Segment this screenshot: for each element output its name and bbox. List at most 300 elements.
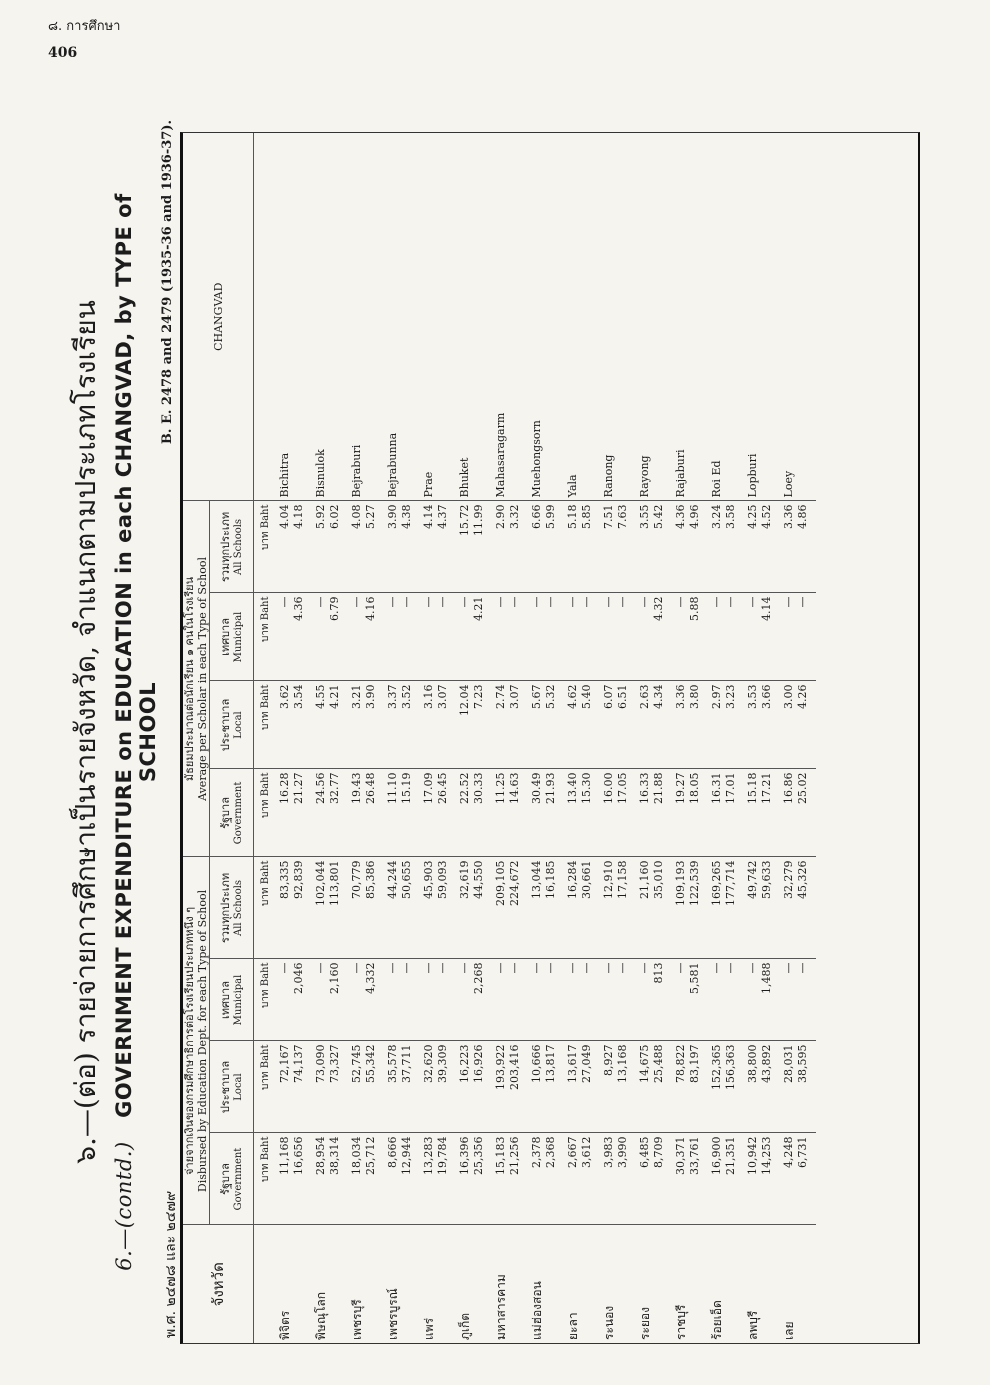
group2-header bbox=[183, 501, 210, 857]
cell-local: 74,137 bbox=[292, 1041, 312, 1133]
province-name-en: Mahasaragarm bbox=[492, 133, 508, 501]
cell-all: 12,910 bbox=[600, 857, 616, 959]
cell-a-muni: — bbox=[744, 593, 760, 681]
unit-label: บาท Baht bbox=[254, 1133, 277, 1225]
cell-a-all: 6.02 bbox=[328, 501, 348, 593]
cell-gov: 15,183 bbox=[492, 1133, 508, 1225]
cell-local: 13,168 bbox=[616, 1041, 636, 1133]
cell-a-muni: 4.16 bbox=[364, 593, 384, 681]
province-name-th: พิจิตร bbox=[278, 1310, 292, 1340]
cell-a-muni: — bbox=[672, 593, 688, 681]
cell-all: 83,335 bbox=[276, 857, 292, 959]
cell-a-muni: — bbox=[348, 593, 364, 681]
cell-local: 10,666 bbox=[528, 1041, 544, 1133]
cell-a-all: 7.51 bbox=[600, 501, 616, 593]
cell-a-all: 6.66 bbox=[528, 501, 544, 593]
province-name-th bbox=[796, 1225, 816, 1343]
province-name-th: ยะลา bbox=[566, 1312, 580, 1340]
cell-all: 16,185 bbox=[544, 857, 564, 959]
cell-a-local: 5.32 bbox=[544, 681, 564, 769]
province-name-en bbox=[616, 133, 636, 501]
cell-local: 13,617 bbox=[564, 1041, 580, 1133]
cell-muni: — bbox=[708, 959, 724, 1041]
province-name-th bbox=[724, 1225, 744, 1343]
province-name-th bbox=[688, 1225, 708, 1343]
cell-a-gov: 18.05 bbox=[688, 769, 708, 857]
cell-a-all: 4.36 bbox=[672, 501, 688, 593]
sub-header-avg-local: ประชาบาล Local bbox=[210, 681, 254, 769]
cell-a-local: 5.67 bbox=[528, 681, 544, 769]
cell-a-gov: 32.77 bbox=[328, 769, 348, 857]
cell-gov: 8,666 bbox=[384, 1133, 400, 1225]
cell-local: 38,800 bbox=[744, 1041, 760, 1133]
cell-a-local: 2.63 bbox=[636, 681, 652, 769]
cell-gov: 8,709 bbox=[652, 1133, 672, 1225]
table-row bbox=[276, 133, 292, 1343]
changvad-en-header: CHANGVAD bbox=[183, 133, 254, 501]
cell-local: 55,342 bbox=[364, 1041, 384, 1133]
cell-a-local: 3.23 bbox=[724, 681, 744, 769]
table-row bbox=[564, 133, 580, 1343]
cell-a-gov: 24.56 bbox=[312, 769, 328, 857]
cell-all: 92,839 bbox=[292, 857, 312, 959]
cell-all: 113,801 bbox=[328, 857, 348, 959]
cell-a-muni: — bbox=[384, 593, 400, 681]
period-thai: พ.ศ. ๒๔๗๘ และ ๒๔๗๙ bbox=[163, 1190, 179, 1338]
cell-a-gov: 16.86 bbox=[780, 769, 796, 857]
cell-muni: — bbox=[636, 959, 652, 1041]
table-row bbox=[528, 133, 544, 1343]
sub-header-muni: เทศบาล Municipal bbox=[210, 959, 254, 1041]
table-row bbox=[744, 133, 760, 1343]
cell-muni: — bbox=[400, 959, 420, 1041]
cell-gov: 13,283 bbox=[420, 1133, 436, 1225]
cell-a-all: 3.24 bbox=[708, 501, 724, 593]
cell-a-gov: 17.21 bbox=[760, 769, 780, 857]
cell-gov: 38,314 bbox=[328, 1133, 348, 1225]
cell-muni: 2,160 bbox=[328, 959, 348, 1041]
cell-gov: 16,396 bbox=[456, 1133, 472, 1225]
table-row bbox=[312, 133, 328, 1343]
table-row bbox=[508, 133, 528, 1343]
cell-all: 44,244 bbox=[384, 857, 400, 959]
cell-a-gov: 22.52 bbox=[456, 769, 472, 857]
cell-a-local: 4.26 bbox=[796, 681, 816, 769]
province-name-th: ระนอง bbox=[602, 1305, 616, 1340]
group1-english: Disbursed by Education Dept. for each Type of School bbox=[196, 889, 209, 1193]
cell-muni: — bbox=[780, 959, 796, 1041]
province-name-th bbox=[400, 1225, 420, 1343]
province-name-en: Rayong bbox=[636, 133, 652, 501]
province-name-en: Bichitra bbox=[276, 133, 292, 501]
cell-gov: 16,900 bbox=[708, 1133, 724, 1225]
table-row bbox=[492, 133, 508, 1343]
table-row bbox=[636, 133, 652, 1343]
cell-local: 39,309 bbox=[436, 1041, 456, 1133]
cell-a-local: 4.21 bbox=[328, 681, 348, 769]
cell-a-gov: 16.28 bbox=[276, 769, 292, 857]
cell-all: 30,661 bbox=[580, 857, 600, 959]
cell-a-local: 3.07 bbox=[508, 681, 528, 769]
cell-muni: — bbox=[564, 959, 580, 1041]
table-row bbox=[328, 133, 348, 1343]
cell-gov: 21,256 bbox=[508, 1133, 528, 1225]
table-row bbox=[348, 133, 364, 1343]
cell-a-gov: 15.30 bbox=[580, 769, 600, 857]
province-name-th: ระยอง bbox=[638, 1307, 652, 1340]
rotated-content bbox=[60, 112, 920, 1352]
cell-all: 177,714 bbox=[724, 857, 744, 959]
cell-a-local: 6.07 bbox=[600, 681, 616, 769]
cell-a-gov: 21.88 bbox=[652, 769, 672, 857]
province-name-en bbox=[508, 133, 528, 501]
cell-a-local: 2.97 bbox=[708, 681, 724, 769]
province-name-en: Bejraburi bbox=[348, 133, 364, 501]
table-row bbox=[436, 133, 456, 1343]
cell-a-all: 5.18 bbox=[564, 501, 580, 593]
cell-muni: — bbox=[508, 959, 528, 1041]
cell-all: 209,105 bbox=[492, 857, 508, 959]
cell-a-all: 4.38 bbox=[400, 501, 420, 593]
changvad-th-header: จังหวัด bbox=[183, 1225, 254, 1343]
province-name-en: Bhuket bbox=[456, 133, 472, 501]
province-name-en: Ranong bbox=[600, 133, 616, 501]
cell-local: 73,090 bbox=[312, 1041, 328, 1133]
cell-a-local: 3.90 bbox=[364, 681, 384, 769]
cell-all: 224,672 bbox=[508, 857, 528, 959]
table-row bbox=[400, 133, 420, 1343]
province-name-th bbox=[328, 1225, 348, 1343]
table-page bbox=[60, 112, 920, 1352]
cell-a-local: 3.21 bbox=[348, 681, 364, 769]
cell-gov: 25,712 bbox=[364, 1133, 384, 1225]
cell-gov: 33,761 bbox=[688, 1133, 708, 1225]
cell-a-muni: — bbox=[636, 593, 652, 681]
cell-local: 14,675 bbox=[636, 1041, 652, 1133]
cell-a-muni: — bbox=[456, 593, 472, 681]
cell-a-all: 3.55 bbox=[636, 501, 652, 593]
cell-a-all: 11.99 bbox=[472, 501, 492, 593]
cell-gov: 6,731 bbox=[796, 1133, 816, 1225]
cell-muni: — bbox=[420, 959, 436, 1041]
unit-label: บาท Baht bbox=[254, 769, 277, 857]
province-name-th bbox=[760, 1225, 780, 1343]
cell-a-all: 5.42 bbox=[652, 501, 672, 593]
cell-a-local: 5.40 bbox=[580, 681, 600, 769]
cell-all: 109,193 bbox=[672, 857, 688, 959]
cell-muni: — bbox=[724, 959, 744, 1041]
cell-gov: 25,356 bbox=[472, 1133, 492, 1225]
province-name-en: Loey bbox=[780, 133, 796, 501]
table-row bbox=[384, 133, 400, 1343]
province-name-en bbox=[544, 133, 564, 501]
cell-gov: 4,248 bbox=[780, 1133, 796, 1225]
sub-header-local: ประชาบาล Local bbox=[210, 1041, 254, 1133]
cell-muni: — bbox=[492, 959, 508, 1041]
cell-a-gov: 26.48 bbox=[364, 769, 384, 857]
cell-a-gov: 30.49 bbox=[528, 769, 544, 857]
cell-muni: — bbox=[544, 959, 564, 1041]
cell-local: 16,223 bbox=[456, 1041, 472, 1133]
province-name-th: เพชรบูรณ์ bbox=[386, 1288, 400, 1340]
cell-local: 52,745 bbox=[348, 1041, 364, 1133]
cell-a-local: 3.07 bbox=[436, 681, 456, 769]
cell-a-local: 4.34 bbox=[652, 681, 672, 769]
cell-gov: 2,667 bbox=[564, 1133, 580, 1225]
table-group-header bbox=[183, 133, 210, 1343]
cell-all: 44,550 bbox=[472, 857, 492, 959]
cell-a-local: 3.52 bbox=[400, 681, 420, 769]
cell-all: 59,093 bbox=[436, 857, 456, 959]
cell-a-all: 15.72 bbox=[456, 501, 472, 593]
period-english: B. E. 2478 and 2479 (1935-36 and 1936-37). bbox=[160, 120, 175, 445]
group1-header bbox=[183, 857, 210, 1225]
cell-all: 35,010 bbox=[652, 857, 672, 959]
cell-a-muni: — bbox=[564, 593, 580, 681]
cell-all: 45,326 bbox=[796, 857, 816, 959]
title-english bbox=[112, 142, 160, 1322]
title-prefix: 6.—(contd.) bbox=[112, 1141, 136, 1271]
cell-all: 32,619 bbox=[456, 857, 472, 959]
province-name-en bbox=[292, 133, 312, 501]
group2-english: Average per Scholar in each Type of School bbox=[196, 557, 209, 801]
province-name-th bbox=[652, 1225, 672, 1343]
cell-gov: 12,944 bbox=[400, 1133, 420, 1225]
cell-muni: 813 bbox=[652, 959, 672, 1041]
unit-label: บาท Baht bbox=[254, 593, 277, 681]
cell-a-muni: — bbox=[312, 593, 328, 681]
cell-gov: 3,983 bbox=[600, 1133, 616, 1225]
expenditure-table bbox=[183, 133, 816, 1343]
cell-a-all: 5.99 bbox=[544, 501, 564, 593]
province-name-th: เลย bbox=[782, 1321, 796, 1340]
group2-thai: มัธยมประมาณต่อนักเรียน ๑ คนในโรงเรียน bbox=[183, 576, 196, 782]
cell-local: 72,167 bbox=[276, 1041, 292, 1133]
title-thai: ๖.—(ต่อ) รายจ่ายการศึกษาเป็นรายจังหวัด, จำแนกตามประเภทโรงเรียน bbox=[69, 300, 102, 1164]
province-name-en: Rajaburi bbox=[672, 133, 688, 501]
table-row bbox=[456, 133, 472, 1343]
province-name-en bbox=[724, 133, 744, 501]
cell-local: 203,416 bbox=[508, 1041, 528, 1133]
table-row bbox=[652, 133, 672, 1343]
cell-a-muni: — bbox=[436, 593, 456, 681]
cell-a-gov: 19.27 bbox=[672, 769, 688, 857]
cell-gov: 6,485 bbox=[636, 1133, 652, 1225]
table-row bbox=[292, 133, 312, 1343]
cell-a-all: 4.18 bbox=[292, 501, 312, 593]
cell-a-muni: — bbox=[420, 593, 436, 681]
cell-gov: 28,954 bbox=[312, 1133, 328, 1225]
unit-label: บาท Baht bbox=[254, 959, 277, 1041]
cell-muni: — bbox=[600, 959, 616, 1041]
cell-a-all: 4.37 bbox=[436, 501, 456, 593]
cell-a-gov: 25.02 bbox=[796, 769, 816, 857]
cell-a-all: 3.90 bbox=[384, 501, 400, 593]
unit-label: บาท Baht bbox=[254, 857, 277, 959]
table-row bbox=[672, 133, 688, 1343]
cell-all: 17,158 bbox=[616, 857, 636, 959]
cell-a-local: 6.51 bbox=[616, 681, 636, 769]
chapter-label: ๘. การศึกษา bbox=[48, 19, 121, 34]
cell-all: 122,539 bbox=[688, 857, 708, 959]
province-name-en: Lopburi bbox=[744, 133, 760, 501]
province-name-th: เพชรบุรี bbox=[350, 1299, 364, 1340]
cell-a-muni: — bbox=[780, 593, 796, 681]
cell-gov: 19,784 bbox=[436, 1133, 456, 1225]
province-name-en bbox=[400, 133, 420, 501]
cell-local: 25,488 bbox=[652, 1041, 672, 1133]
sub-header-gov: รัฐบาล Government bbox=[210, 1133, 254, 1225]
cell-muni: — bbox=[796, 959, 816, 1041]
cell-a-all: 4.25 bbox=[744, 501, 760, 593]
cell-gov: 3,990 bbox=[616, 1133, 636, 1225]
province-name-th bbox=[580, 1225, 600, 1343]
cell-a-gov: 16.33 bbox=[636, 769, 652, 857]
table-row bbox=[780, 133, 796, 1343]
cell-local: 193,922 bbox=[492, 1041, 508, 1133]
cell-local: 8,927 bbox=[600, 1041, 616, 1133]
cell-a-muni: — bbox=[708, 593, 724, 681]
cell-a-gov: 16.00 bbox=[600, 769, 616, 857]
province-name-th: แพร่ bbox=[422, 1317, 436, 1340]
cell-a-all: 5.85 bbox=[580, 501, 600, 593]
province-name-th bbox=[364, 1225, 384, 1343]
cell-local: 78,822 bbox=[672, 1041, 688, 1133]
cell-all: 59,633 bbox=[760, 857, 780, 959]
cell-local: 27,049 bbox=[580, 1041, 600, 1133]
province-name-en bbox=[436, 133, 456, 501]
cell-all: 13,044 bbox=[528, 857, 544, 959]
cell-a-local: 4.62 bbox=[564, 681, 580, 769]
cell-a-gov: 11.25 bbox=[492, 769, 508, 857]
cell-a-gov: 16.31 bbox=[708, 769, 724, 857]
unit-label: บาท Baht bbox=[254, 681, 277, 769]
cell-gov: 3,612 bbox=[580, 1133, 600, 1225]
cell-local: 28,031 bbox=[780, 1041, 796, 1133]
cell-muni: — bbox=[276, 959, 292, 1041]
cell-muni: — bbox=[616, 959, 636, 1041]
province-name-en: Bejrabunna bbox=[384, 133, 400, 501]
cell-all: 16,284 bbox=[564, 857, 580, 959]
province-name-th: แม่ฮ่องสอน bbox=[530, 1281, 544, 1340]
cell-a-muni: — bbox=[580, 593, 600, 681]
cell-local: 13,817 bbox=[544, 1041, 564, 1133]
page-number: 406 bbox=[48, 45, 78, 61]
table-row bbox=[544, 133, 564, 1343]
table-row bbox=[616, 133, 636, 1343]
cell-a-all: 3.58 bbox=[724, 501, 744, 593]
cell-a-muni: — bbox=[544, 593, 564, 681]
title-english-text: GOVERNMENT EXPENDITURE on EDUCATION in each CHANGVAD, by TYPE of SCHOOL bbox=[112, 193, 160, 1118]
cell-local: 43,892 bbox=[760, 1041, 780, 1133]
province-name-th bbox=[292, 1225, 312, 1343]
cell-local: 35,578 bbox=[384, 1041, 400, 1133]
cell-a-gov: 15.18 bbox=[744, 769, 760, 857]
cell-a-local: 3.37 bbox=[384, 681, 400, 769]
province-name-en: Prae bbox=[420, 133, 436, 501]
cell-muni: — bbox=[456, 959, 472, 1041]
group1-thai: จ่ายจากเงินของกรมศึกษาธิการต่อโรงเรียนประเภทหนึ่ง ๆ bbox=[183, 906, 196, 1175]
page-header bbox=[48, 14, 120, 66]
province-name-th bbox=[472, 1225, 492, 1343]
cell-muni: — bbox=[580, 959, 600, 1041]
cell-a-all: 4.04 bbox=[276, 501, 292, 593]
cell-a-muni: — bbox=[400, 593, 420, 681]
cell-muni: 1,488 bbox=[760, 959, 780, 1041]
cell-gov: 11,168 bbox=[276, 1133, 292, 1225]
province-name-en bbox=[580, 133, 600, 501]
cell-local: 152,365 bbox=[708, 1041, 724, 1133]
unit-row bbox=[254, 133, 277, 1343]
cell-a-local: 3.53 bbox=[744, 681, 760, 769]
table-row bbox=[708, 133, 724, 1343]
cell-all: 169,265 bbox=[708, 857, 724, 959]
cell-a-muni: 4.21 bbox=[472, 593, 492, 681]
province-name-th bbox=[544, 1225, 564, 1343]
cell-gov: 10,942 bbox=[744, 1133, 760, 1225]
province-name-en bbox=[688, 133, 708, 501]
cell-a-muni: 4.14 bbox=[760, 593, 780, 681]
cell-a-local: 4.55 bbox=[312, 681, 328, 769]
cell-local: 156,363 bbox=[724, 1041, 744, 1133]
cell-a-local: 7.23 bbox=[472, 681, 492, 769]
province-name-th: ร้อยเอ็ด bbox=[710, 1300, 724, 1340]
cell-a-local: 3.16 bbox=[420, 681, 436, 769]
cell-a-muni: 4.32 bbox=[652, 593, 672, 681]
cell-a-local: 3.00 bbox=[780, 681, 796, 769]
table-row bbox=[688, 133, 708, 1343]
sub-header-avg-all: รวมทุกประเภท All Schools bbox=[210, 501, 254, 593]
cell-a-muni: 6.79 bbox=[328, 593, 348, 681]
cell-gov: 14,253 bbox=[760, 1133, 780, 1225]
province-name-th: ลพบุรี bbox=[746, 1310, 760, 1340]
cell-a-muni: — bbox=[600, 593, 616, 681]
cell-a-local: 3.80 bbox=[688, 681, 708, 769]
cell-a-local: 3.62 bbox=[276, 681, 292, 769]
cell-a-gov: 21.27 bbox=[292, 769, 312, 857]
cell-a-gov: 17.01 bbox=[724, 769, 744, 857]
cell-a-muni: — bbox=[528, 593, 544, 681]
cell-all: 32,279 bbox=[780, 857, 796, 959]
expenditure-table-frame bbox=[180, 132, 920, 1344]
cell-muni: — bbox=[348, 959, 364, 1041]
cell-a-local: 3.36 bbox=[672, 681, 688, 769]
cell-gov: 16,656 bbox=[292, 1133, 312, 1225]
cell-muni: — bbox=[744, 959, 760, 1041]
province-name-th: มหาสารคาม bbox=[494, 1274, 508, 1340]
cell-all: 85,386 bbox=[364, 857, 384, 959]
cell-muni: — bbox=[672, 959, 688, 1041]
table-row bbox=[580, 133, 600, 1343]
province-name-th: พิษณุโลก bbox=[314, 1291, 328, 1340]
cell-muni: — bbox=[436, 959, 456, 1041]
cell-gov: 18,034 bbox=[348, 1133, 364, 1225]
province-name-en: Bisnulok bbox=[312, 133, 328, 501]
cell-a-local: 12.04 bbox=[456, 681, 472, 769]
unit-label: บาท Baht bbox=[254, 1041, 277, 1133]
cell-a-all: 4.14 bbox=[420, 501, 436, 593]
province-name-en: Muehongsorn bbox=[528, 133, 544, 501]
cell-muni: — bbox=[312, 959, 328, 1041]
cell-a-all: 4.52 bbox=[760, 501, 780, 593]
cell-muni: 2,046 bbox=[292, 959, 312, 1041]
cell-a-all: 4.86 bbox=[796, 501, 816, 593]
cell-a-gov: 15.19 bbox=[400, 769, 420, 857]
cell-gov: 2,378 bbox=[528, 1133, 544, 1225]
cell-muni: 2,268 bbox=[472, 959, 492, 1041]
table-row bbox=[472, 133, 492, 1343]
cell-a-muni: — bbox=[508, 593, 528, 681]
